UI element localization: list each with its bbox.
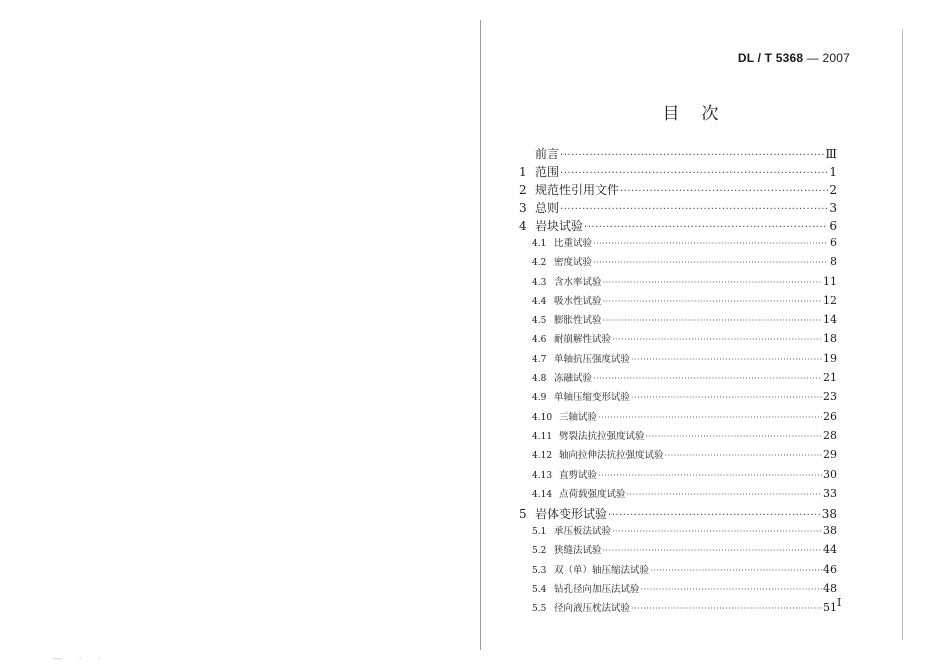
toc-entry-number: 4.11	[532, 431, 553, 442]
toc-entry	[519, 486, 837, 505]
toc-entry-number: 5.5	[532, 604, 547, 615]
toc-entry-title: 总则	[535, 201, 560, 215]
toc-entry	[519, 254, 837, 273]
toc-dot-leader	[646, 432, 822, 441]
toc-entry-title: 承压板法试验	[554, 526, 612, 538]
toc-entry-page: 18	[823, 332, 837, 346]
toc-entry	[519, 600, 837, 619]
toc-entry-title: 耐崩解性试验	[554, 334, 612, 346]
toc-dot-leader	[560, 204, 828, 215]
toc-entry-title: 前言	[535, 147, 560, 161]
toc-entry-page: 38	[823, 524, 837, 538]
toc-entry-title: 密度试验	[554, 257, 593, 269]
toc-entry-number: 4.14	[532, 489, 553, 500]
toc-entry-number: 4.13	[532, 470, 553, 481]
toc-dot-leader	[603, 278, 822, 287]
toc-dot-leader	[641, 585, 822, 594]
toc-entry	[519, 467, 837, 486]
toc-dot-leader	[603, 316, 822, 325]
toc-entry	[519, 293, 837, 312]
toc-dot-leader	[560, 150, 824, 161]
toc-entry	[519, 447, 837, 466]
toc-entry-number: 5.2	[532, 546, 547, 557]
toc-entry	[519, 163, 837, 181]
toc-dot-leader	[631, 393, 822, 402]
toc-entry-title: 单轴压缩变形试验	[554, 392, 631, 404]
toc-dot-leader	[598, 413, 822, 422]
toc-entry-number: 4.10	[532, 412, 553, 423]
toc-entry	[519, 562, 837, 581]
toc-entry	[519, 331, 837, 350]
toc-entry-title: 范围	[535, 165, 560, 179]
toc-entry-title: 膨胀性试验	[554, 315, 602, 327]
toc-entry-title: 比重试验	[554, 238, 593, 249]
toc-dot-leader	[631, 355, 822, 364]
toc-dot-leader	[608, 510, 821, 521]
toc-entry-page: 8	[830, 255, 837, 269]
toc-entry-page: 2	[829, 183, 837, 197]
standard-code: DL / T 5368	[737, 51, 804, 65]
toc-entry-page: 11	[823, 274, 837, 288]
page-number: I	[837, 596, 842, 609]
toc-entry-number: 4.9	[532, 393, 547, 404]
toc-dot-leader	[650, 566, 822, 575]
toc-entry-title: 钻孔径向加压法试验	[554, 584, 640, 596]
toc-entry-number: 4.3	[532, 277, 547, 288]
toc-entry-title: 岩块试验	[535, 219, 584, 233]
toc-entry-number: 1	[519, 165, 527, 179]
toc-dot-leader	[612, 335, 822, 344]
toc-entry-page: 38	[821, 507, 837, 522]
toc-entry-page: 23	[823, 390, 837, 404]
toc-entry	[519, 389, 837, 408]
toc-list	[519, 145, 837, 620]
toc-entry-title: 岩体变形试验	[535, 507, 608, 522]
toc-entry-number: 4.4	[532, 296, 547, 307]
toc-entry-title: 规范性引用文件	[535, 183, 620, 197]
toc-dot-leader	[603, 546, 822, 555]
toc-entry	[519, 581, 837, 600]
toc-dot-leader	[627, 490, 822, 499]
toc-dot-leader	[584, 222, 828, 233]
toc-entry-title: 劈裂法抗拉强度试验	[559, 430, 645, 442]
toc-entry-number: 3	[519, 201, 527, 215]
toc-entry-title: 径向液压枕法试验	[554, 603, 631, 615]
page-edge-line	[902, 30, 903, 640]
toc-page	[481, 0, 902, 672]
toc-entry	[519, 145, 837, 163]
toc-entry-title: 含水率试验	[554, 276, 602, 288]
toc-dot-leader	[593, 239, 828, 248]
toc-entry-number: 4.1	[532, 239, 547, 249]
toc-entry-title: 双（单）轴压缩法试验	[554, 564, 650, 576]
toc-entry-number: 5.3	[532, 565, 547, 576]
toc-dot-leader	[593, 258, 828, 267]
toc-entry-number: 2	[519, 183, 527, 197]
toc-entry-title: 轴向拉伸法抗拉强度试验	[559, 450, 664, 462]
toc-entry	[519, 274, 837, 293]
toc-entry-page: 21	[823, 371, 837, 385]
toc-entry	[519, 370, 837, 389]
toc-entry-page: 46	[823, 562, 837, 576]
toc-entry-number: 5	[519, 507, 527, 522]
standard-code-header	[738, 51, 850, 65]
toc-entry-page: 1	[829, 165, 837, 179]
toc-entry-page: Ⅲ	[825, 147, 837, 161]
toc-entry	[519, 409, 837, 428]
toc-entry-title: 狭缝法试验	[554, 545, 602, 557]
toc-entry-number: 4.8	[532, 374, 547, 385]
toc-dot-leader	[620, 186, 828, 197]
toc-entry-page: 44	[823, 543, 837, 557]
toc-dot-leader	[560, 168, 828, 179]
toc-entry-page: 14	[823, 313, 837, 327]
toc-entry-title: 冻融试验	[554, 373, 593, 385]
toc-entry	[519, 523, 837, 542]
toc-dot-leader	[631, 604, 822, 613]
toc-entry	[519, 199, 837, 217]
toc-entry-page: 3	[829, 201, 837, 215]
toc-entry-page: 19	[823, 351, 837, 365]
toc-entry-title: 直剪试验	[559, 469, 598, 481]
standard-year: — 2007	[806, 51, 850, 65]
toc-entry	[519, 217, 837, 235]
toc-title: 目次	[662, 104, 741, 124]
toc-entry	[519, 312, 837, 331]
toc-entry-number: 4.12	[532, 451, 553, 462]
toc-entry-number: 5.1	[532, 527, 547, 538]
toc-entry-page: 28	[823, 428, 837, 442]
toc-entry-title: 三轴试验	[559, 411, 598, 423]
toc-entry	[519, 235, 837, 254]
toc-entry-title: 点荷载强度试验	[559, 488, 626, 500]
toc-entry	[519, 181, 837, 199]
toc-entry-number: 4.5	[532, 316, 547, 327]
toc-entry	[519, 351, 837, 370]
toc-entry-page: 6	[830, 236, 837, 249]
toc-entry-page: 6	[829, 219, 837, 233]
toc-entry-number: 4.2	[532, 258, 547, 269]
toc-entry	[519, 505, 837, 523]
toc-dot-leader	[593, 374, 822, 383]
toc-entry-title: 吸水性试验	[554, 295, 602, 307]
toc-dot-leader	[665, 451, 822, 460]
toc-entry-page: 29	[823, 448, 837, 462]
toc-entry-page: 26	[823, 409, 837, 423]
toc-entry-page: 51	[823, 601, 837, 615]
toc-entry-title: 单轴抗压强度试验	[554, 353, 631, 365]
toc-entry	[519, 542, 837, 561]
faded-footer-marks: — · ·	[52, 652, 107, 665]
toc-entry-number: 4	[519, 219, 527, 233]
toc-entry-page: 33	[823, 486, 837, 500]
toc-entry-number: 5.4	[532, 585, 547, 596]
toc-dot-leader	[598, 471, 822, 480]
toc-entry-page: 30	[823, 467, 837, 481]
toc-entry-page: 12	[823, 293, 837, 307]
toc-entry-page: 48	[823, 582, 837, 596]
toc-dot-leader	[612, 527, 822, 536]
toc-entry-number: 4.6	[532, 335, 547, 346]
toc-entry	[519, 428, 837, 447]
toc-entry-number: 4.7	[532, 354, 547, 365]
toc-dot-leader	[603, 297, 822, 306]
